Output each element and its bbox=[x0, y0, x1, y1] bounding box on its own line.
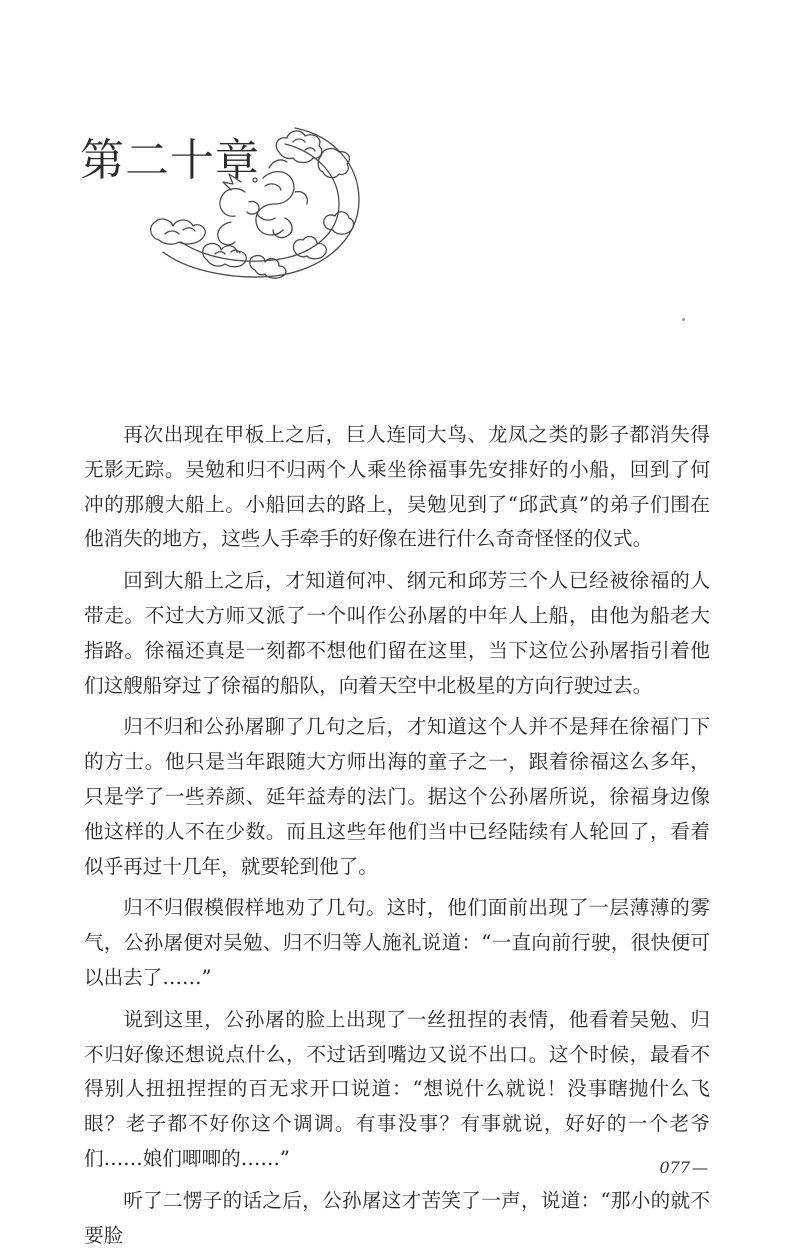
paragraph: 归不归假模假样地劝了几句。这时，他们面前出现了一层薄薄的雾气，公孙屠便对吴勉、归不归等人施礼说道：“一直向前行驶，很快便可以出去了……” bbox=[84, 896, 710, 989]
paragraph: 听了二愣子的话之后，公孙屠这才苦笑了一声，说道：“那小的就不要脸 bbox=[84, 1188, 710, 1247]
body-text bbox=[84, 418, 710, 1260]
paragraph: 归不归和公孙屠聊了几句之后，才知道这个人并不是拜在徐福门下的方士。他只是当年跟随大方师出海的童子之一，跟着徐福这么多年，只是学了一些养颜、延年益寿的法门。据这个公孙屠所说，徐福身边像他这样的人不在少数。而且这些年他们当中已经陆续有人轮回了，看着似乎再过十几年，就要轮到他了。 bbox=[84, 715, 710, 878]
chapter-title: 第二十章 bbox=[80, 135, 260, 186]
paragraph: 说到这里，公孙屠的脸上出现了一丝扭捏的表情，他看着吴勉、归不归好像还想说点什么，不过话到嘴边又说不出口。这个时候，最看不得别人扭扭捏捏的百无求开口说道：“想说什么就说！没事瞎抛什么飞眼？老子都不好你这个调调。有事没事？有事就说，好好的一个老爷们……娘们唧唧的……” bbox=[84, 1007, 710, 1170]
paragraph: 回到大船上之后，才知道何冲、纲元和邱芳三个人已经被徐福的人带走。不过大方师又派了一个叫作公孙屠的中年人上船，由他为船老大指路。徐福还真是一刻都不想他们留在这里，当下这位公孙屠指引着他们这艘船穿过了徐福的船队，向着天空中北极星的方向行驶过去。 bbox=[84, 569, 710, 697]
page-number bbox=[659, 1158, 708, 1177]
page-number-dash: — bbox=[692, 1158, 708, 1177]
scan-speck bbox=[682, 318, 685, 321]
page-number-value: 077 bbox=[659, 1158, 690, 1177]
cloud-dragon-ornament-icon bbox=[145, 122, 365, 280]
paragraph: 再次出现在甲板上之后，巨人连同大鸟、龙凤之类的影子都消失得无影无踪。吴勉和归不归两个人乘坐徐福事先安排好的小船，回到了何冲的那艘大船上。小船回去的路上，吴勉见到了“邱武真”的弟子们围在他消失的地方，这些人手牵手的好像在进行什么奇奇怪怪的仪式。 bbox=[84, 423, 710, 551]
